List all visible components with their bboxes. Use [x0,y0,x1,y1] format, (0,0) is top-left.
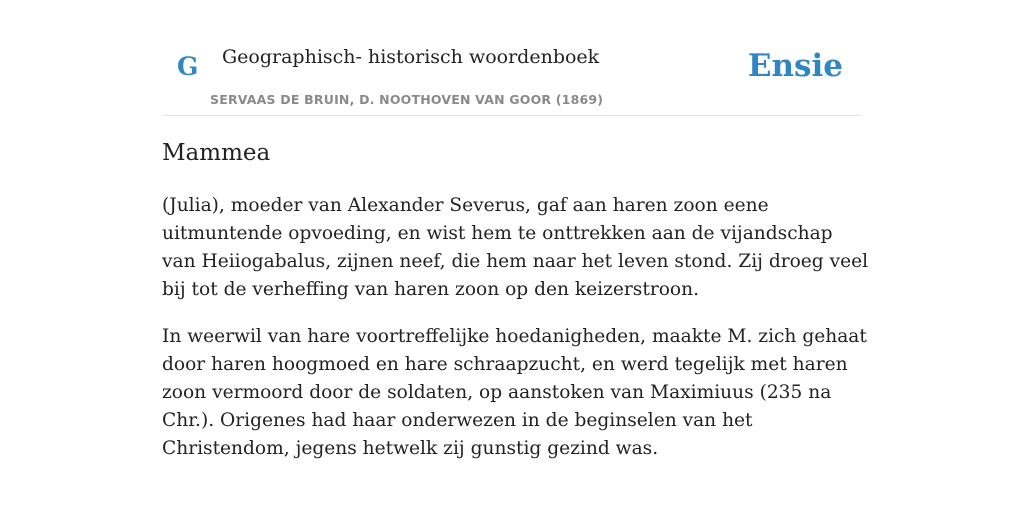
ensie-brand-logo[interactable]: Ensie [747,48,843,84]
book-title-link[interactable]: Geographisch- historisch woordenboek [222,46,600,68]
book-header [162,36,862,116]
entry-paragraph: (Julia), moeder van Alexander Severus, gaf aan haren zoon eene uitmuntende opvoeding, en wist hem te onttrekken aan de vijandschap van Heiiogabalus, zijnen neef, die hem naar het leven stond. Zij droeg veel bij tot de verheffing van haren zoon op den keizerstroon. [162,195,869,300]
book-author: SERVAAS DE BRUIN, D. NOOTHOVEN VAN GOOR (1869) [210,92,604,107]
entry-body [162,192,872,482]
book-logo-letter[interactable]: G [177,52,199,81]
entry-title: Mammea [162,140,271,166]
entry-paragraph: In weerwil van hare voortreffelijke hoedanigheden, maakte M. zich gehaat door haren hoogmoed en hare schraapzucht, en werd tegelijk met haren zoon vermoord door de soldaten, op aanstoken van Maximiuus (235 na Chr.). Origenes had haar onderwezen in de beginselen van het Christendom, jegens hetwelk zij gunstig gezind was. [162,326,867,459]
